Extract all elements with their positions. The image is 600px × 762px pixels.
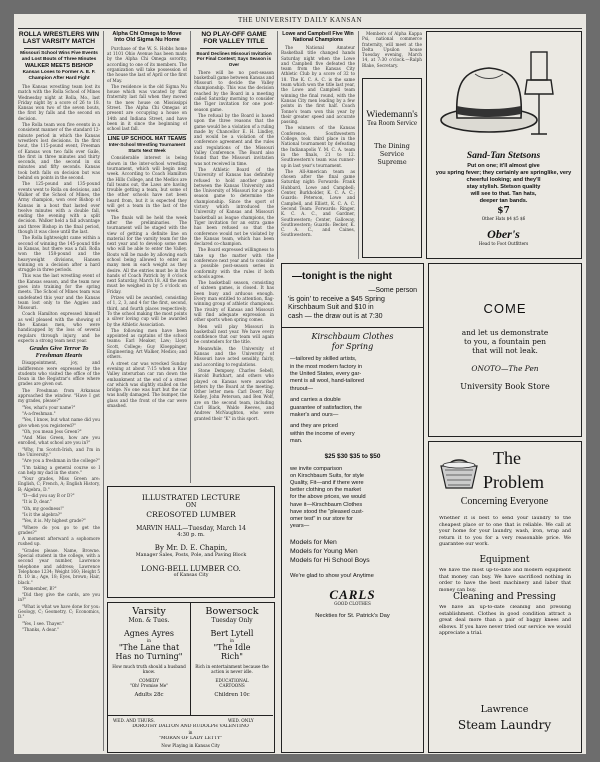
kirschbaum-draw-line5: — the draw out is at 7:30 bbox=[304, 312, 383, 320]
alpha-body bbox=[107, 46, 187, 132]
bowersock-film-2: Rich" bbox=[221, 652, 243, 662]
grades-paragraph-5: "Yes, I know, but what name did you give when you registered?" bbox=[18, 417, 100, 428]
come-line-3: that will not leak. bbox=[472, 346, 538, 356]
kirschbaum-p3-line-3: man. bbox=[290, 438, 303, 445]
lecture-when: MARVIN HALL—Tuesday, March 14 bbox=[136, 524, 246, 532]
masthead: THE UNIVERSITY DAILY KANSAN bbox=[237, 16, 363, 24]
valley-headline: NO PLAY-OFF GAME FOR VALLEY TITLE bbox=[201, 31, 267, 46]
models-young-men: Models for Young Men bbox=[290, 548, 358, 556]
carls-logo bbox=[282, 588, 423, 606]
valley-body bbox=[194, 70, 274, 421]
grades-paragraph-3: "Yes, what's your name?" bbox=[22, 404, 76, 410]
valley-paragraph-6: Men will play Missouri in basketball next year. We have every confidence that our team will again be contenders for the title. bbox=[194, 323, 274, 345]
obers-logo: Ober's bbox=[487, 226, 520, 241]
kirschbaum-draw-line4: cash bbox=[288, 312, 303, 320]
alpha-kappa-notice bbox=[362, 31, 422, 71]
kirschbaum-p2-line-1: and carries a double bbox=[290, 397, 341, 404]
rolla-paragraph-1: The Kansas wrestling team lost its match with the Rolla School of Mines Wednesday night at Rolla, Mo., last Friday night by a score of 26 to 18. Kansas won two of the seven bouts, the first by falls and the second on decision. bbox=[18, 84, 100, 121]
rolla-paragraph-6: Coach Hamilton expressed himself as well pleased with the showing of the Kansas men, who were handicapped by the loss of several regulars through injury, and he expects a strong team next year. bbox=[18, 311, 100, 343]
kirschbaum-p4-line-1: we invite comparison bbox=[290, 465, 343, 472]
kirschbaum-draw-line2: 'is goin' to receive a $45 Spring bbox=[288, 295, 385, 303]
kirschbaum-divider bbox=[282, 327, 423, 328]
lineup-paragraph-4: The following men have been appointed as captains of the school teams: Earl Meaker, Law; Lloyd Scott, College; Guy Kloeppinger, Engineering; Art Walker, Medics; and others. bbox=[107, 327, 187, 360]
kirschbaum-draw-text bbox=[288, 287, 417, 321]
grades-paragraph-15: "Is it the algebra?" bbox=[22, 511, 62, 517]
kirschbaum-paragraph-4 bbox=[290, 466, 415, 531]
kirschbaum-p4-line-2: on Kirschbaum Suits, for style bbox=[290, 472, 364, 479]
alpha-article bbox=[107, 31, 187, 483]
equipment-text: We have the most up-to-date and modern equipment that money can buy. We have sacrificed nothing in order to have the best machinery and labor that money can buy. bbox=[439, 568, 571, 593]
kirschbaum-p1-line-2: in the most modern factory in bbox=[290, 363, 363, 370]
lowe-campbell-article bbox=[281, 31, 355, 257]
grades-paragraph-7: "And Miss Green, how are you enrolled, what school are you in?" bbox=[18, 435, 100, 446]
stetson-line-1: Put on one; it'll almost give bbox=[467, 163, 540, 169]
long-bell-name: LONG-BELL LUMBER CO. bbox=[141, 564, 241, 573]
lowe-paragraph-1: The National Amateur Basketball title changed hands Saturday night when the Lowe and Campbell five defeated the team from the Kansas City Athletic Club by a score of 32 to 18. The K. C. A. C. is the same team which won the title last year, the Lowe and Campbell team winning the final round, with the Kansas City men leading by a few points in the first half. Coach Tonne's team won this year by their greater speed and accurate passing. bbox=[281, 45, 355, 125]
bowersock-title: Bowersock bbox=[205, 606, 259, 617]
rolla-headline-rule bbox=[24, 48, 94, 49]
wiedemann-subtitle: Tea Room Service bbox=[366, 120, 418, 127]
kirschbaum-p4-line-7: have stood the "pleased cust- bbox=[290, 508, 364, 515]
grades-paragraph-4: "A-a-freshman." bbox=[22, 410, 56, 416]
kirschbaum-prices: $25 $30 $35 to $50 bbox=[324, 452, 381, 460]
valley-article bbox=[194, 31, 274, 483]
laundry-brand-1: Lawrence bbox=[480, 704, 529, 715]
lecture-by-sub: Manager Sales, Posts, Pole, and Paving Block bbox=[135, 552, 247, 558]
kirschbaum-closing: We're glad to show you! Anytime bbox=[290, 573, 374, 580]
varsity-film-1: "The Lane that bbox=[118, 642, 180, 652]
valley-paragraph-2: The refusal by the Board is based upon the three reasons that the game would be a violation of a ruling made by Chancellor E. H. Lindley, and would be a violation of the conference agreement and the rules and regulations of the Missouri Valley Conference. The Board also found that the Missouri invitation was not received in time. bbox=[194, 112, 274, 166]
alpha-paragraph-1: Purchase of the W. S. Hobbs home at 1101 Ohio Avenue has been made by the Alpha Chi Omega sorority, according to one of its members. The organization will take possession of the house the last of April or the first of May. bbox=[107, 45, 187, 83]
lineup-paragraph-2: The finals will be held the week after the preliminaries. The tournament will be staged with the view of getting a definite line on material for the varsity team for the next year and to develop some men who will be able to enter the Valley. Bouts will be made by allowing each school being allowed to enter as many men in each weight as they desire. All the entries must be in the hands of Coach Patrick by 8 o'clock next Saturday, March 18. All the men must be weighed in by 5 o'clock on Friday. bbox=[107, 214, 187, 294]
grades-paragraph-13: "It is D, dear." bbox=[22, 499, 52, 505]
carls-logo-sub: GOOD CLOTHES bbox=[334, 601, 371, 607]
alpha-paragraph-2: The residence is the old Sigma Nu house which was vacated by that fraternity last fall when they moved to the new house on Mississippi Street. The Alpha Chi Omegas at present are occupying a house on 14th and Indiana Street, and have been in it since the beginning of school last fall. bbox=[107, 83, 187, 132]
lineup-headline: LINE UP SCHOOL MAT TEAMS bbox=[107, 135, 187, 142]
kirschbaum-p2-line-3: maker's and ours— bbox=[290, 412, 339, 419]
grades-paragraph-18: A moment afterward a sophomore rushed up. bbox=[18, 536, 100, 547]
theater-bottom-days-2: WED. ONLY bbox=[228, 718, 254, 723]
kirschbaum-p2-line-2: guarantee of satisfaction, the bbox=[290, 404, 362, 411]
valley-paragraph-1: There will be no post-season basketball game between Kansas and Missouri to decide the Valley championship. This was the decision reached by the Board in a meeting called Saturday morning to consider the Tiger invitation for one post-season game. bbox=[194, 69, 274, 112]
alpha-headline: Alpha Chi Omega to Move Into Old Sigma Nu Home bbox=[112, 31, 182, 44]
lecture-time: 4:30 p. m. bbox=[177, 532, 205, 538]
varsity-days: Mon. & Tues. bbox=[128, 617, 170, 624]
grades-paragraph-1: Disappointment, joy, and indifference were expressed by the students who visited the office of the Dean in the Registrar's office where grades are given out. bbox=[18, 360, 100, 387]
kirschbaum-copy bbox=[290, 356, 415, 445]
stetson-lines bbox=[427, 163, 580, 204]
bowersock-star: Bert Lytell bbox=[210, 628, 254, 638]
varsity-film-2: Has no Turning" bbox=[115, 652, 183, 662]
streetcar-item bbox=[107, 361, 187, 409]
valley-paragraph-8: Stone Dempsey, Charles Sebell, Harold Burkhart, and others who played on Kansas were awarded letters by the Board at the meeting. Other letter men: Carl Doerr, Ray Kelley, John Peterson, and Ben Wolf, are on the second team, including Carl Black, Waldo Reeves, and Andrew McNaughton, who were granted their "K" in this sport. bbox=[194, 367, 274, 421]
equipment-title: Equipment bbox=[479, 555, 530, 565]
varsity-comedy: COMEDY bbox=[138, 678, 160, 684]
kirschbaum-p1-line-1: —tailored by skilled artists, bbox=[290, 356, 357, 363]
rolla-paragraph-4: The Rolla lightweight came within a second of winning the 145-pound title in Kansas, but there was a fall. Rolla won the 158-pound and the heavyweight divisions, Hansen winning on a decision after a hard struggle in three periods. bbox=[18, 235, 100, 273]
bowersock-days: Tuesday Only bbox=[211, 617, 253, 624]
grades-paragraph-8: "Why, I'm Scotch-Irish, and I'm in the University." bbox=[18, 446, 100, 457]
stetson-line-5: will see to that. Tan hats, bbox=[470, 190, 537, 197]
lecture-by: By Mr. D. E. Chapin, bbox=[154, 544, 228, 552]
kirschbaum-p4-line-6: have it—Kirschbaum Clothes bbox=[290, 501, 363, 508]
lineup-body bbox=[107, 155, 187, 359]
rolla-paragraph-5: This was the last wrestling event of the Kansas season, and the team now goes into training for the spring meets. The School of Mines team was undefeated this year and the Kansas team lost only to the Aggies and Missouri. bbox=[18, 273, 100, 311]
varsity-film-desc: How much truth should a husband know. bbox=[112, 663, 186, 674]
kirschbaum-p1-line-4: ment is all wool, hand-tailored bbox=[290, 378, 364, 385]
lecture-title-2: ON bbox=[185, 501, 197, 509]
bowersock-panel bbox=[191, 603, 273, 715]
lowe-headline: Lowe and Campbell Five Win National Champions bbox=[282, 31, 354, 43]
kirschbaum-draw-line3: Kirschbaum Suit and $10 in bbox=[288, 304, 374, 311]
lineup-deck: Inter-School Wrestling Tournament Starts Next Week bbox=[108, 142, 186, 153]
varsity-in: in bbox=[146, 637, 152, 643]
grades-paragraph-14: "Oh, my goodness!" bbox=[22, 505, 64, 511]
stetson-line-6: deeper tan bands. bbox=[479, 197, 528, 204]
come-title: COME bbox=[483, 301, 527, 316]
hat-illustration-icon bbox=[427, 34, 580, 152]
rolla-paragraph-3: The 125-pound and 135-pound events went to Rolla on decisions, and Walker of the School of Mines, the Army champion, won over Bishop of Kansas in a bout that lasted over twelve minutes with a double fall, ending the evening with a split decision. Walker held a fall advantage and threw Bishop in the final period, though it was close until the last. bbox=[18, 181, 100, 235]
stetson-ad bbox=[426, 31, 582, 259]
kirschbaum-paragraph-2 bbox=[290, 397, 415, 419]
grades-paragraph-19: "Grades please. Name, Browne. Special student in the college, with a second year number, Lawrence telephone and address; Lawrence Telephone 1234; Weight 160; Height 5 ft. 10 in.; Age, 18; Eyes, brown; Hair, black." bbox=[18, 547, 100, 585]
valley-paragraph-4: The Board expressed willingness to take up the matter with the conference next year and to consider a possible post-season series in conformity with the rules if both schools agree. bbox=[194, 247, 274, 279]
wiedemann-dining: The Dining Service bbox=[374, 142, 410, 158]
bowersock-in: in bbox=[229, 637, 235, 643]
valley-headline-rule bbox=[200, 48, 268, 49]
rolla-deck3: Kansas Loses to Former A. E. F. Champion After Hard Fight bbox=[22, 70, 96, 82]
col-divider-4 bbox=[358, 31, 359, 259]
valley-paragraph-5: The basketball season, consisting of sixteen games, is closed. It has been busy and arduous enough. Every man entitled to attention, flag-winning group of athletic champions. The rivalry of Kansas and Missouri will find adequate expression in other sports when spring comes. bbox=[194, 280, 274, 323]
cleaning-text: We have an up-to-date cleaning and pressing establishment. Clothes in good condition attract a great deal more than a pair of baggy knees and elbows. If you have never tried our service we would appreciate a trial. bbox=[439, 605, 571, 637]
kirschbaum-p1-line-5: thruout— bbox=[290, 385, 314, 392]
kirschbaum-subtitle-2: for Spring bbox=[331, 341, 374, 351]
kirschbaum-subtitle-1: Kirschbaum Clothes bbox=[311, 332, 394, 342]
lineup-paragraph-3: Prizes will be awarded, consisting of 1, 2, 3, and 4 for the first, second, third, and fourth places respectively. To the school making the most points a silver loving cup will be awarded by the Athletic Association. bbox=[107, 295, 187, 327]
kirschbaum-p3-line-1: and they are priced bbox=[290, 423, 338, 430]
cleaning-title: Cleaning and Pressing bbox=[453, 592, 556, 602]
kirschbaum-p1-line-3: the United States, every gar- bbox=[290, 371, 362, 377]
varsity-title: Varsity bbox=[132, 606, 166, 617]
stetson-line-3: cheerful looking; and they'll bbox=[466, 176, 541, 183]
obers-subtitle: Head to Foot Outfitters bbox=[478, 240, 529, 246]
alpha-kappa-paragraph-1: Members of Alpha Kappa Psi, national commerce fraternity, will meet at the Delta Upsilon house Tuesday evening, March 14, at 7:30 o'clock.—Ralph Blake, Secretary. bbox=[362, 31, 422, 68]
wiedemann-ad bbox=[362, 78, 422, 258]
lecture-ad bbox=[107, 486, 275, 598]
laundry-ad bbox=[428, 441, 582, 753]
bowersock-cartoons: CARTOONS bbox=[219, 683, 245, 689]
streetcar-paragraph-1: A street car was wrecked Sunday evening at about 7:15 when a Kaw Valley interurban car ran down the embankment at the end of a street car which was slightly stalled on the bridge. No one was hurt but the car was badly damaged. The bumper, the glass and the front of the car were smashed. bbox=[107, 360, 187, 408]
valley-paragraph-7: Meanwhile, the University of Kansas and the University of Missouri have acted sensibly, fairly, and according to regulations. bbox=[194, 345, 274, 367]
kirschbaum-p4-line-5: for the above prices, we would bbox=[290, 494, 366, 501]
stetson-copy bbox=[427, 150, 580, 246]
theater-divider bbox=[108, 715, 273, 716]
grades-paragraph-23: "Yes, I see. Thayer." bbox=[22, 620, 64, 626]
bowersock-film-desc: Rich in entertainment because the action is never idle. bbox=[195, 663, 269, 674]
kirschbaum-models bbox=[290, 538, 415, 565]
bowersock-edu: EDUCATIONAL bbox=[215, 678, 249, 684]
rolla-headline: ROLLA WRESTLERS WIN LAST VARSITY MATCH bbox=[18, 31, 100, 46]
stetson-price: $7 bbox=[497, 206, 510, 217]
stetson-line-4: stay stylish. Stetson quality bbox=[466, 183, 541, 190]
grades-paragraph-21: "Did they give the cards, are you in?" bbox=[18, 592, 100, 603]
newspaper-page bbox=[14, 14, 586, 754]
grades-paragraph-6: "Oh, you mean Jess Green?" bbox=[22, 428, 82, 434]
grades-paragraph-17: "Where do you go to get the grades?" bbox=[18, 524, 100, 535]
lecture-title-3: CREOSOTED LUMBER bbox=[146, 509, 236, 519]
laundry-basket-icon bbox=[437, 456, 481, 490]
grades-paragraph-2: The Freshman from Arkansas approached the window. "Have I got my grades, please?" bbox=[18, 387, 100, 404]
col-divider-2 bbox=[190, 31, 191, 483]
grades-paragraph-22: "What is what we have done for you: Geology, C; Geometry, C; Economics, D." bbox=[18, 603, 100, 620]
grades-body bbox=[18, 360, 100, 632]
long-bell-sub: of Kansas City bbox=[173, 573, 209, 578]
kirschbaum-p4-line-3: Quality, Fit—and if there were bbox=[290, 480, 364, 487]
grades-paragraph-11: "Your grades, Miss Green are: English, C; French, A; English History, B; Algebra, D." bbox=[18, 476, 100, 492]
col-divider-1 bbox=[103, 31, 104, 751]
kirschbaum-paragraph-3 bbox=[290, 423, 415, 445]
lineup-paragraph-1: Considerable interest is being shown in the inter-school wrestling tournament, which will begin next week. According to Coach Hamilton the Hills College, and the Medics are full teams out, the Laws are having trouble getting a team, but some of the other schools have not been heard from, but it is expected they will get a team in the last of the week. bbox=[107, 155, 187, 214]
theater-bottom-note: Now Playing in Kansas City bbox=[161, 743, 220, 748]
laundry-title-the: The bbox=[493, 448, 521, 468]
stetson-price-note: Other Hats $4 $5 $6 bbox=[481, 216, 526, 222]
come-lines bbox=[429, 328, 581, 356]
kirschbaum-draw-line1: —Some person bbox=[368, 287, 417, 294]
kirschbaum-p4-line-8: omer test" in our store for bbox=[290, 516, 353, 523]
grades-paragraph-9: "Are you a freshman in the college?" bbox=[22, 458, 100, 464]
models-hi-school: Models for Hi School Boys bbox=[290, 557, 370, 565]
col-divider-3 bbox=[277, 31, 278, 259]
masthead-rule bbox=[18, 28, 582, 29]
theater-bottom-days: WED. AND THURS. bbox=[113, 718, 155, 723]
stetson-title: Sand-Tan Stetsons bbox=[466, 150, 541, 161]
grades-paragraph-24: "Thanks, A dear." bbox=[22, 626, 59, 632]
rolla-paragraph-2: The Rolla team won five events in a consistent manner of the standard 12-minute period in which the Kansas wrestlers lost decisions. In the first bout, the 115-pound event, Freeman of Kansas won two falls over Gaile, the first in three minutes and thirty seconds, and the second in six minutes and fifty seconds. Kansas took both falls on decision but was behind on points in the second. bbox=[18, 122, 100, 181]
wiedemann-supreme: Supreme bbox=[377, 158, 407, 166]
varsity-comedy-title: "Oh! Promise Me" bbox=[129, 683, 169, 689]
kirschbaum-ad bbox=[281, 263, 424, 753]
varsity-adults: Adults 28c bbox=[134, 691, 164, 698]
grades-paragraph-20: "Remember, B?" bbox=[22, 585, 57, 591]
onoto-brand: ONOTO—The Pen bbox=[471, 363, 539, 373]
valley-deck: Board Declines Missouri Invitation For Final Contest; Says Season is Over bbox=[196, 50, 272, 67]
kirschbaum-footer: Neckties for St. Patrick's Day bbox=[315, 612, 390, 619]
alpha-kappa-body bbox=[362, 31, 422, 68]
lowe-body bbox=[281, 45, 355, 238]
wiedemann-title: Wiedemann's bbox=[366, 109, 418, 120]
kirschbaum-paragraph-1 bbox=[290, 356, 415, 393]
grades-paragraph-12: "D—did you say B or D?" bbox=[22, 493, 75, 499]
lecture-title-1: ILLUSTRATED LECTURE bbox=[141, 493, 241, 502]
varsity-star: Agnes Ayres bbox=[123, 628, 175, 638]
bowersock-film-1: "The Idle bbox=[213, 642, 251, 652]
kirschbaum-p3-line-2: within the income of every bbox=[290, 430, 355, 437]
carls-logo-main: CARLS bbox=[329, 587, 376, 603]
stetson-line-2: you spring fever; they certainly are springlike, very bbox=[435, 169, 572, 176]
kirschbaum-p4-line-9: years— bbox=[290, 523, 310, 530]
lowe-paragraph-3: The All-American team as chosen after the final game Saturday night: Forwards: Frank Hubbard, Lowe and Campbell; Center, Burkholder, K. C. A. C.; Guards: Peterson, Lowe and Campbell, and Elliott, K. C. A. C. Second Team: Forwards: Ringer, K. C. A. C., and Gardner, Southwestern; Center, Galloway, Southwestern; Guards: Becker, K. C. A. C., and Caines, Southwestern. bbox=[281, 168, 355, 238]
laundry-title-concern: Concerning Everyone bbox=[460, 496, 549, 507]
kirschbaum-p4-line-4: better clothing on the market bbox=[290, 487, 361, 494]
university-book-store: University Book Store bbox=[460, 381, 550, 391]
theater-bottom-stars: DOROTHY DALTON AND RUDOLPH VALENTINO bbox=[132, 724, 249, 729]
onoto-pen-ad bbox=[428, 263, 582, 437]
models-men: Models for Men bbox=[290, 539, 337, 547]
theater-bottom-film: "MORAN OF LADY LETTY" bbox=[158, 736, 223, 741]
kirschbaum-headline: —tonight is the night bbox=[292, 271, 392, 282]
rolla-article bbox=[18, 31, 100, 751]
rolla-body bbox=[18, 84, 100, 343]
come-line-1: and let us demonstrate bbox=[461, 328, 549, 337]
laundry-title-problem: Problem bbox=[483, 472, 544, 492]
grades-paragraph-16: "Yes, it is. My highest grade?" bbox=[22, 518, 86, 524]
rolla-deck: Missouri School Wins Five Events and Lost Bouts of Three Minutes bbox=[20, 50, 98, 62]
grades-headline: Grades Give Terror To Freshman Hearts bbox=[29, 345, 89, 360]
laundry-intro: Whether it is best to send your laundry to the cheapest place or to one that is reliable. We call at your home for your laundry, wash, iron, wrap and return it to you for a very reasonable price. We guarantee our work. bbox=[439, 516, 571, 548]
theater-ad bbox=[107, 602, 275, 753]
varsity-panel bbox=[108, 603, 191, 715]
laundry-brand-2: Steam Laundry bbox=[457, 718, 552, 732]
bowersock-children: Children 10c bbox=[214, 691, 250, 698]
theater-bottom-in: in bbox=[188, 730, 193, 735]
come-line-2: to you, a fountain pen bbox=[463, 337, 547, 347]
lowe-paragraph-2: The winners of the Kansas Conference, Southwestern College, took third place in the National tournament by defeating the Indianapolis Y. M. C. A. team in the finals, 21 to 12. Southwestern's team was runner-up in last year's tournament. bbox=[281, 125, 355, 168]
rolla-deck2: WALKER MEETS BISHOP bbox=[24, 63, 94, 70]
valley-paragraph-3: The Athletic Board of the University of Kansas has definitely refused to hold another game between the Kansas University and the University of Missouri for a post-season game to determine the championship. Since the sport of victory which introduced the University of Kansas and Missouri basketball as league champions, the Tiger invitation for an extra game has been refused so that the conference would not be violated by the Kansas team, which has been declared co-champion. bbox=[194, 166, 274, 247]
grades-paragraph-10: "I'm taking a general course so I can help my dad in the store." bbox=[18, 464, 100, 475]
